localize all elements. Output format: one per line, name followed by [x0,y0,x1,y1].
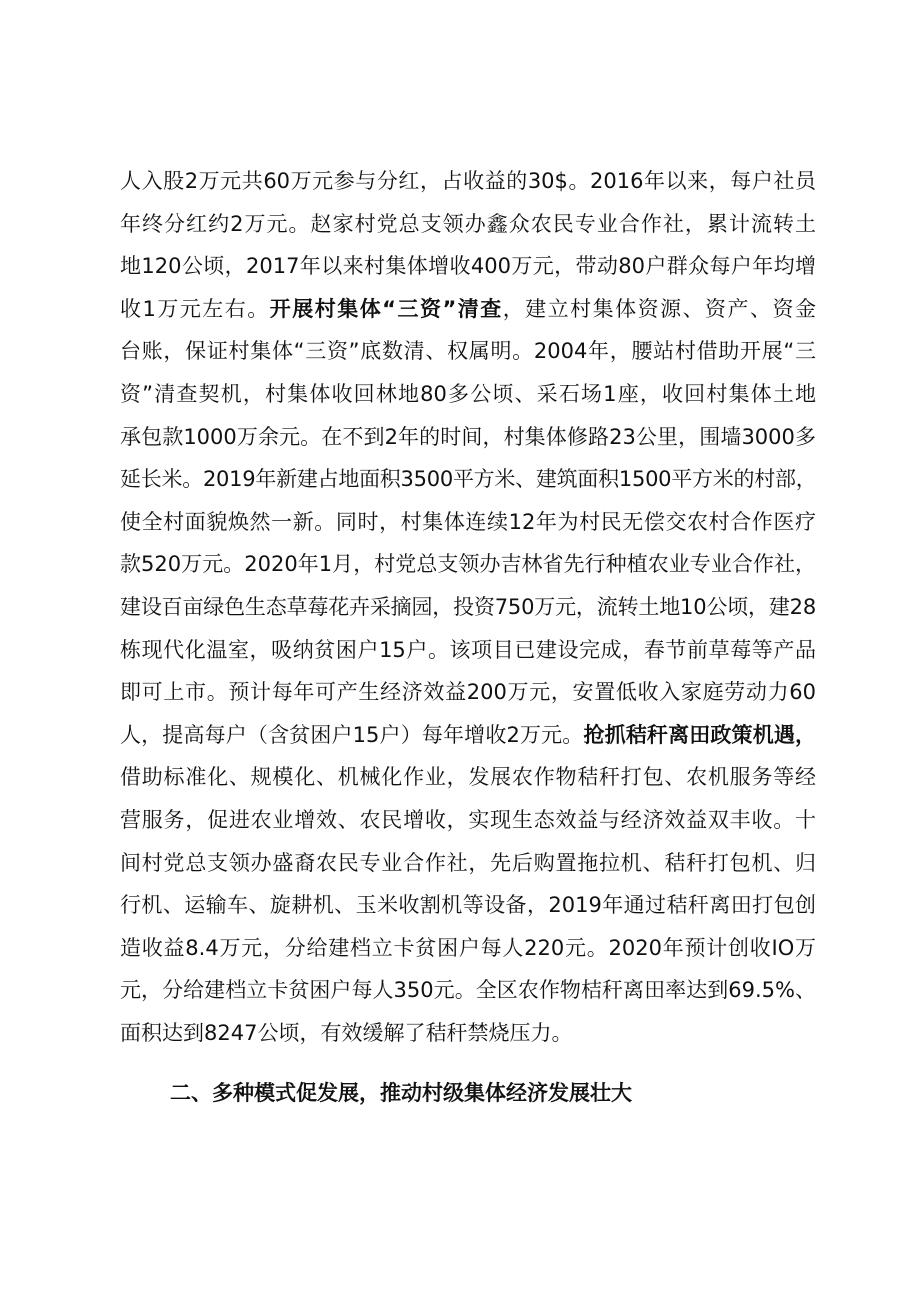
body-text-segment: 即可上市。预计每年可产生经济效益200万元，安置低收入家庭劳动力60 [120,680,816,705]
body-text-segment: ，建立村集体资源、资产、资金 [502,296,816,321]
text-line [120,543,816,586]
text-line [120,1012,816,1055]
section-heading: 二、多种模式促发展，推动村级集体经济发展壮大 [170,1081,632,1105]
body-paragraph [120,160,816,1054]
text-line [120,586,816,629]
body-text-segment: 借助标准化、规模化、机械化作业，发展农作物秸秆打包、农机服务等经 [120,765,816,790]
text-line [120,756,816,799]
body-text-segment: 营服务，促进农业增效、农民增收，实现生态效益与经济效益双丰收。十 [120,807,816,832]
body-text-segment: 年终分红约2万元。赵家村党总支领办鑫众农民专业合作社，累计流转土 [120,211,816,236]
text-line [120,842,816,885]
text-line [120,245,816,288]
text-line [120,330,816,373]
body-text-segment: 台账，保证村集体“三资”底数清、权属明。2004年，腰站村借助开展“三 [120,339,816,364]
body-text-segment: 人入股2万元共60万元参与分红，占收益的30$。2016年以来，每户社员 [120,169,816,193]
body-text-segment: 建设百亩绿色生态草莓花卉采摘园，投资750万元，流转土地10公顷，建28 [120,594,816,619]
text-line [120,416,816,459]
text-line [120,671,816,714]
body-text-segment: 元，分给建档立卡贫困户每人350元。全区农作物桔秆离田率达到69.5%、 [120,978,816,1003]
body-text-segment: 款520万元。2020年1月，村党总支领办吉林省先行种植农业专业合作社， [120,552,816,577]
body-text-segment: 地120公顷，2017年以来村集体增收400万元，带动80户群众每户年均增 [120,254,816,279]
text-line [120,714,816,757]
text-line [120,288,816,331]
text-line [120,629,816,672]
text-line [120,160,816,203]
text-line [120,373,816,416]
body-text-segment: 延长米。2019年新建占地面积3500平方米、建筑面积1500平方米的村部， [120,467,817,492]
text-line [120,927,816,970]
body-text-segment: 面积达到8247公顷，有效缓解了秸秆禁烧压力。 [120,1020,573,1045]
body-text-segment: 使全村面貌焕然一新。同时，村集体连续12年为村民无偿交农村合作医疗 [120,509,816,534]
body-text-segment: 资”清查契机，村集体收回林地80多公顷、采石场1座，收回村集体土地 [120,381,816,406]
body-text-segment: 人，提高每户（含贫困户15户）每年增收2万元。 [120,722,584,747]
body-text-segment: 栋现代化温室，吸纳贫困户15户。该项目已建设完成，春节前草莓等产品 [120,637,816,662]
body-text-segment: 收1万元左右。 [120,296,270,321]
text-line [120,458,816,501]
body-text-segment: 行机、运输车、旋耕机、玉米收割机等设备，2019年通过秸秆离田打包创 [120,893,816,918]
text-line [120,799,816,842]
body-text-segment: 造收益8.4万元，分给建档立卡贫困户每人220元。2020年预计创收IO万 [120,935,816,960]
bold-emphasis-text: 抢抓秸秆离田政策机遇， [583,722,817,747]
text-line [120,501,816,544]
text-line [120,884,816,927]
body-text-segment: 间村党总支领办盛裔农民专业合作社，先后购置拖拉机、秸秆打包机、归 [120,850,816,875]
text-line [120,203,816,246]
bold-emphasis-text: 开展村集体“三资”清查 [269,296,503,321]
text-line [120,969,816,1012]
body-text-segment: 承包款1000万余元。在不到2年的时间，村集体修路23公里，围墙3000多 [120,424,816,449]
